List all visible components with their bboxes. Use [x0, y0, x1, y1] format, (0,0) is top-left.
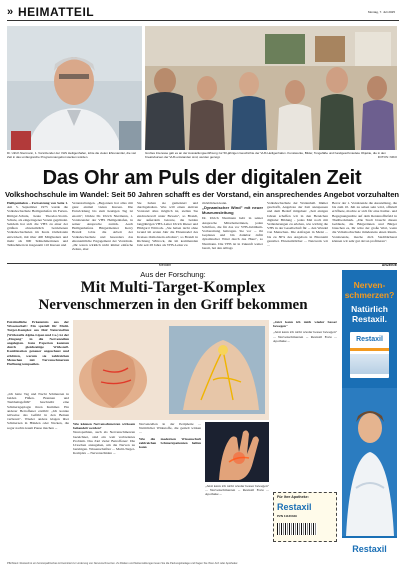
coupon-barcode: [277, 523, 317, 535]
advertorial-lead: [7, 320, 69, 390]
caption-left-text: Dr. Ulrich Niermann, 1. Vorsitzender der VHS Heiligenhafen, lobte die vielen Ehrenamtler, die viel Zeit in das umfangreiche Programmangebot stecken würden.: [7, 152, 136, 159]
section-label-medizin: Medizin: [158, 263, 172, 267]
product-pack: [350, 332, 389, 378]
advertorial-body-4: [205, 484, 269, 550]
header-rule: [7, 20, 399, 21]
ad-sidebar[interactable]: [342, 270, 397, 560]
article-column-3: [137, 201, 198, 261]
issue-date: Montag, 7. Juli 2025: [367, 10, 395, 14]
column-3-text: Sie haben sie gemeistert und durchgehalten. Was will einen aktiven Vorstand alles möglich ist, stellen Sie eindrucksvoll unter Beweis", so Brandt, der außerdem betonte, die beiden langjährigen VHS-Leiter Ulrich Rieser und Hildgard Wittrock. „Sie haben nicht ohne Grund im ersten Jahr die Ehrennadel des Kreises Ostholstein erhalten", so Brandt in Richtung Wittrock, die im kommenden Jahr seit 28 Jahre als VHS-Leiter zu: [137, 201, 198, 248]
advertorial-body-1-text: „Ich hatte Tag und Nacht Schmerzen in beiden Füßen. Brennen und Taubheitsgefühl" beschreibt eine Schmerzgeplagte ihren Kummer. Ein anderer Betroffener erzählt: „Ich konnte teilweise das Gefühl in den Beinen verlieren". Wieder andere klagen über Schmerzen in Händen oder Nacken, die sogar nachts kaum Pause machen ...: [7, 392, 69, 430]
pack-stripe: [350, 348, 389, 351]
advertorial-body-1: [7, 392, 69, 550]
caption-right: [145, 152, 397, 166]
ad-answer-1: Natürlich: [351, 304, 388, 314]
column-2-text: Veranstaltungen. „Begonnen hat alles mit ganz einmal vielen Kursen. Die Entwicklung bis zum heutigen Tag ist enorm", blickte Dr. Ulrich Niermann, 1. Vorsitzender der VHS Heiligenhafen, in seiner Ansprache zurück. Auch Heiligenhafens Bürgermeister Kerry Brandt lobte die Arbeit der Volkshochschule und besonders das ehrenamtliche Engagement der Vorstände. „Ihr waren wirklich nicht immer einfache Zeiten, aber: [72, 201, 133, 252]
advertorial-headline-1: Mit Multi-Target-Komplex: [80, 279, 266, 296]
ad-question-1: Nerven-: [353, 280, 386, 290]
kicker: Aus der Forschung:: [140, 270, 206, 279]
caption-right-text: Großes Interesse gab es an der Ausstellungseröffnung zur 50-jährigen Geschichte der VHS Heiligenhafen. Kunstwerke, Bilder, Tongefäße und handgeschmiedete Objekte, die in den Kreativkursen der VHS entstanden sind, werden gezeigt.: [145, 152, 386, 159]
column-4-subheading: „Dynamischer Wind" mit neuer Museumsleitung: [202, 205, 263, 215]
section-header: [7, 5, 399, 19]
article-column-6: [332, 201, 397, 261]
photo-portrait-niermann: [7, 26, 142, 150]
ad-question-2: schmerzen?: [344, 290, 395, 300]
illustration-caption: Wie können Nervenschmerzen wirksam behandelt werden?: [73, 422, 135, 431]
advertorial-block: [7, 270, 339, 560]
nerve-illustration: [73, 320, 269, 420]
coupon-pzn: PZN 11130349: [277, 514, 297, 518]
advertorial-body-3-text: Nervenzellen in der Peripherie ... Natürlicher Wirkstoffe, die gezielt wirken ...: [139, 422, 201, 435]
advertorial-body-5: [273, 320, 337, 490]
article-column-4: [202, 201, 263, 261]
article-column-5: [267, 201, 328, 261]
main-headline: Das Ohr am Puls der digitalen Zeit: [42, 167, 362, 189]
article-column-1: [7, 201, 68, 261]
footnote-text: Pflichttext: Restaxil ist ein homöopathisches Arzneimittel zur Linderung von Nervenschmerzen. Zu Risiken und Nebenwirkungen lesen Sie die Packungsbeilage und fragen Sie Ihren Arzt oder Apotheker.: [7, 562, 239, 565]
column-4-text: Dr. Ulrich Niermann hebt in seiner Ansprache Mitarbeiterinnen, jeden Schriften, die für das vor VHS-Jubiläum-Vorbereitung beitragen. Sie vor ... ihr Geplanes und bin dankbar dafür dynamischer Wind durch das Haus", so Niermann. Die VHS ist in Zukunft weiter bereit, bei den Alltags: [202, 216, 263, 250]
sub-headline: Volkshochschule im Wandel: Seit 50 Jahren schafft es der Vorstand, ein ansprechendes Angebot vorzuhalten: [4, 190, 400, 199]
advertorial-body-2-text: Neuropathien, auch als Nervenschmerzen bezeichnet, sind ein weit verbreitetes Problem. Das Ziel vieler Betroffener: Die Ursachen anzugehen, um die Nerven zu beruhigen. Wissenschaftler ... Multi-Target-Komplex ... Nervenschäden ...: [73, 430, 135, 456]
advertorial-body-3: [139, 422, 201, 550]
caption-left: [7, 152, 141, 166]
pack-stripe-2: [350, 354, 389, 374]
column-5-text: Volkshochschule der Wattenhall. Immer geschafft, Angebote der Zeit anzupassen und dem Bedarf mitgehen: „Seit einigen Jahren schaffen wir in den Bereichen digitaler Bildung - jedes Mal noch mit Veränderungen zu erleben, wie wichtig die VHS in der Gesellschaft für ... den Wandel von Menschen- Die Anfragen in Meist ... bis zu 80% des Angebots in Ehrenamt gestaltet. Ehrenamtlicher ... Netzwerk wir ...: [267, 201, 328, 248]
ad-label: ANZEIGE: [381, 263, 397, 267]
pharmacy-coupon[interactable]: [273, 492, 337, 542]
footnote: [7, 562, 397, 570]
ad-photo-person: [342, 388, 397, 536]
pack-brand: Restaxil: [356, 336, 383, 343]
column-4-top: rückblicken kann.: [202, 201, 228, 205]
hand-illustration: [205, 422, 269, 482]
coupon-title: Für Ihre Apotheke:: [277, 495, 309, 499]
column-6-text: Bevor der 1. Vorsitzende die Ausstellung, die bis zum 10. Juli zu sehen sein wird, offiziell eröffnete, machte er sich für eine Kultur- und Begegnungsstätte auf dem Rentenoffizfeld in Theilbeckmark. „Die Stadt braucht diesen Gebäude, die Bürgerinnen und Bürger brauchen es, Ihr wäre der große Wert, wenn die Volkshochschule mindestens einen Raum-Vorsitzende, mache dich Stadtbücherei können wir sehr gut davon profitieren".: [332, 201, 397, 243]
double-chevron-right-icon: »: [7, 6, 14, 18]
advertorial-subhead-2: „Jetzt kann ich mich wieder besser bewegen": [273, 320, 337, 329]
article-column-2: [72, 201, 133, 261]
ad-answer-2: Restaxil.: [352, 314, 387, 324]
column-1-text: Am 5. September 1975 wurde die Volkshochschule Heiligenhafen im Ferien-Rittiger-Schule, heute Theodor-Storm-Schule, als eingetragener Verein gegründet. Seitdem hat sich die VHS zu einer der größten ehrenamtlich betriebenen Volkshochschulen im Kreis Ostholstein entwickelt, mit über 400 Mitgliedern und mehr als 900 Teilnehmerinnen und Teilnehmern in insgesamt 110 Kursen und: [7, 205, 68, 248]
advertorial-body-5-text: „Jetzt kann ich nicht wieder besser bewegen" ... Nervenschmerzen ... Restaxil Forte ... Apotheke ...: [273, 330, 337, 343]
coupon-brand: Restaxil: [277, 502, 312, 512]
photo-credit: FOTOS: NIKO: [377, 154, 397, 159]
advertorial-body-4-text: „Jetzt kann ich nicht wieder besser bewegen" ... Nervenschmerzen ... Restaxil Forte ... Apotheke ...: [205, 484, 269, 497]
advertorial-body-2: [73, 422, 135, 550]
advertorial-subhead-1: Wie die modernen Wissenschaft zahlreichen Schmerzpatienten helfen kann: [139, 436, 201, 450]
section-title: HEIMATTEIL: [18, 5, 95, 19]
advertorial-headline-2: Nervenschmerzen in den Griff bekommen: [38, 297, 308, 313]
advertorial-lead-text: Entzündliche Erkenntnis aus der Wissenschaft: Ein speziell für Multi-Target-Komplex aus fünf Naturstoffen (Wirkstoffe Alpha-Lipon und Co.) ist der „Eingang" in die Nervenzellen angelegten. Gute Experten konnten durch gleichzeitige Wirkstoff-Kombination genauer angeschaut und erklären, warum sie zahlreichen Menschen mit Nervenschmerzen Hoffnung tempoeilen.: [7, 320, 69, 367]
photo-exhibition-visitors: [145, 26, 397, 150]
ad-bottom-brand: Restaxil: [342, 538, 397, 560]
article-dateline: Heiligenhafen – Fortsetzung von Seite 1.: [7, 201, 68, 205]
